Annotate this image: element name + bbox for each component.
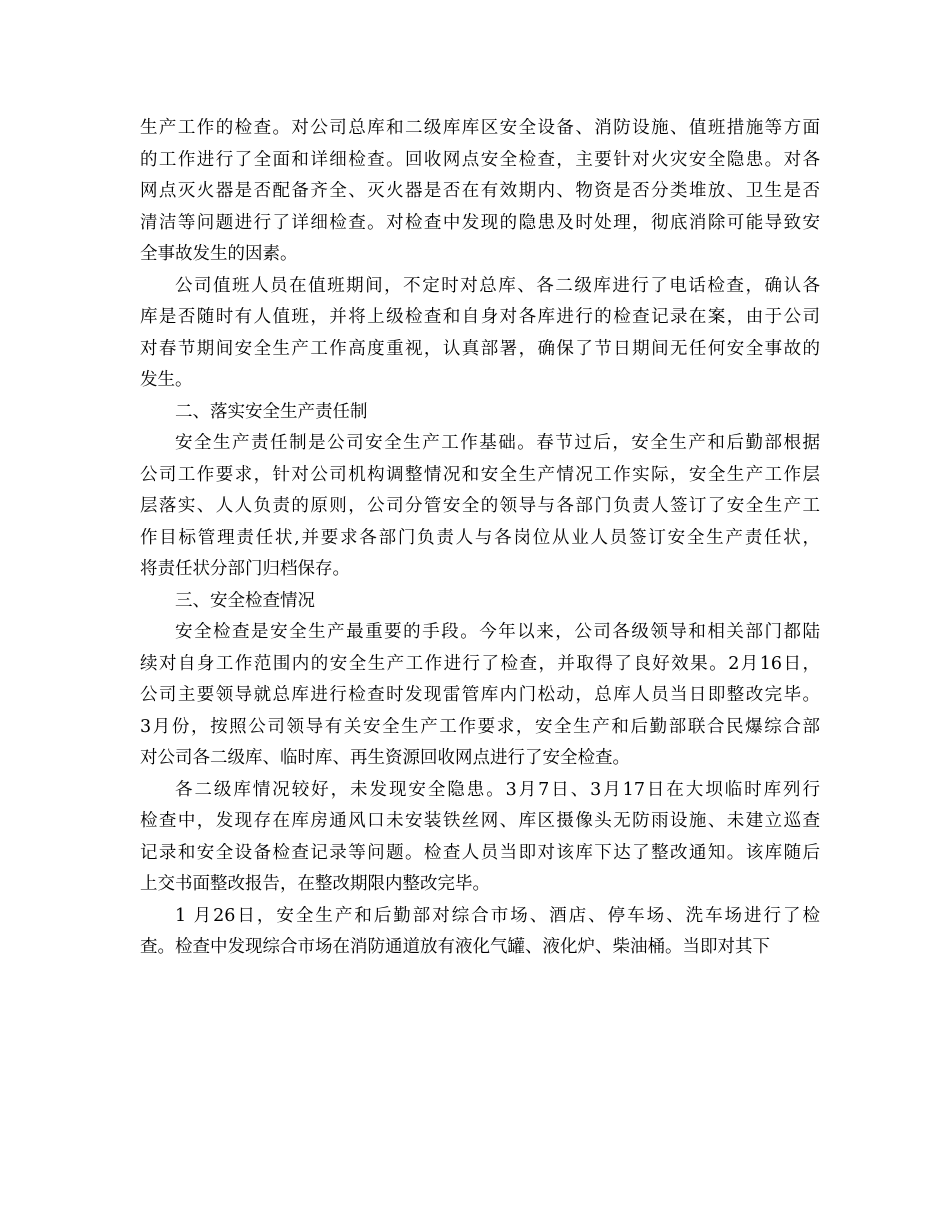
paragraph	[140, 113, 820, 271]
text-line: 将责任状分部门归档保存。	[140, 559, 350, 579]
text-line: 3月份，按照公司领导有关安全生产工作要求，安全生产和后勤部联合民爆综合部	[140, 716, 820, 737]
text-line: 公司值班人员在值班期间，不定时对总库、各二级库进行了电话检查，确认各	[175, 275, 820, 296]
text-line: 上交书面整改报告，在整改期限内整改完毕。	[140, 874, 490, 894]
text-line: 1 月26日，安全生产和后勤部对综合市场、酒店、停车场、洗车场进行了检	[175, 905, 820, 926]
paragraph	[140, 775, 820, 901]
text-line: 安全检查是安全生产最重要的手段。今年以来，公司各级领导和相关部门都陆	[175, 622, 820, 642]
text-line: 发生。	[140, 370, 193, 390]
section-heading	[140, 397, 820, 429]
text-line: 生产工作的检查。对公司总库和二级库库区安全设备、消防设施、值班措施等方面	[140, 118, 820, 138]
text-line: 全事故发生的因素。	[140, 244, 298, 264]
text-line: 对春节期间安全生产工作高度重视，认真部署，确保了节日期间无任何安全事故的	[140, 338, 820, 359]
text-line: 查。检查中发现综合市场在消防通道放有液化气罐、液化炉、柴油桶。当即对其下	[140, 937, 770, 957]
section-heading	[140, 586, 820, 618]
text-line: 记录和安全设备检查记录等问题。检查人员当即对该库下达了整改通知。该库随后	[140, 842, 820, 863]
document-body	[140, 113, 820, 964]
text-line: 对公司各二级库、临时库、再生资源回收网点进行了安全检查。	[140, 748, 630, 768]
text-line: 各二级库情况较好，未发现安全隐患。3月7日、3月17日在大坝临时库列行	[175, 779, 820, 800]
paragraph	[140, 271, 820, 397]
text-line: 公司主要领导就总库进行检查时发现雷管库内门松动，总库人员当日即整改完毕。	[140, 685, 820, 705]
text-line: 二、落实安全生产责任制	[175, 401, 368, 422]
paragraph	[140, 617, 820, 775]
text-line: 续对自身工作范围内的安全生产工作进行了检查，并取得了良好效果。2月16日，	[140, 653, 820, 674]
text-line: 的工作进行了全面和详细检查。回收网点安全检查，主要针对火灾安全隐患。对各	[140, 149, 820, 170]
text-line: 层落实、人人负责的原则，公司分管安全的领导与各部门负责人签订了安全生产工	[140, 496, 820, 516]
text-line: 库是否随时有人值班，并将上级检查和自身对各库进行的检查记录在案，由于公司	[140, 307, 820, 327]
text-line: 清洁等问题进行了详细检查。对检查中发现的隐患及时处理，彻底消除可能导致安	[140, 212, 820, 233]
text-line: 检查中，发现存在库房通风口未安装铁丝网、库区摄像头无防雨设施、未建立巡查	[140, 811, 820, 831]
paragraph	[140, 428, 820, 586]
text-line: 网点灭火器是否配备齐全、灭火器是否在有效期内、物资是否分类堆放、卫生是否	[140, 181, 820, 201]
text-line: 公司工作要求，针对公司机构调整情况和安全生产情况工作实际，安全生产工作层	[140, 464, 820, 485]
text-line: 三、安全检查情况	[175, 590, 315, 611]
text-line: 安全生产责任制是公司安全生产工作基础。春节过后，安全生产和后勤部根据	[175, 433, 820, 453]
paragraph	[140, 901, 820, 964]
text-line: 作目标管理责任状,并要求各部门负责人与各岗位从业人员签订安全生产责任状，	[140, 527, 820, 548]
